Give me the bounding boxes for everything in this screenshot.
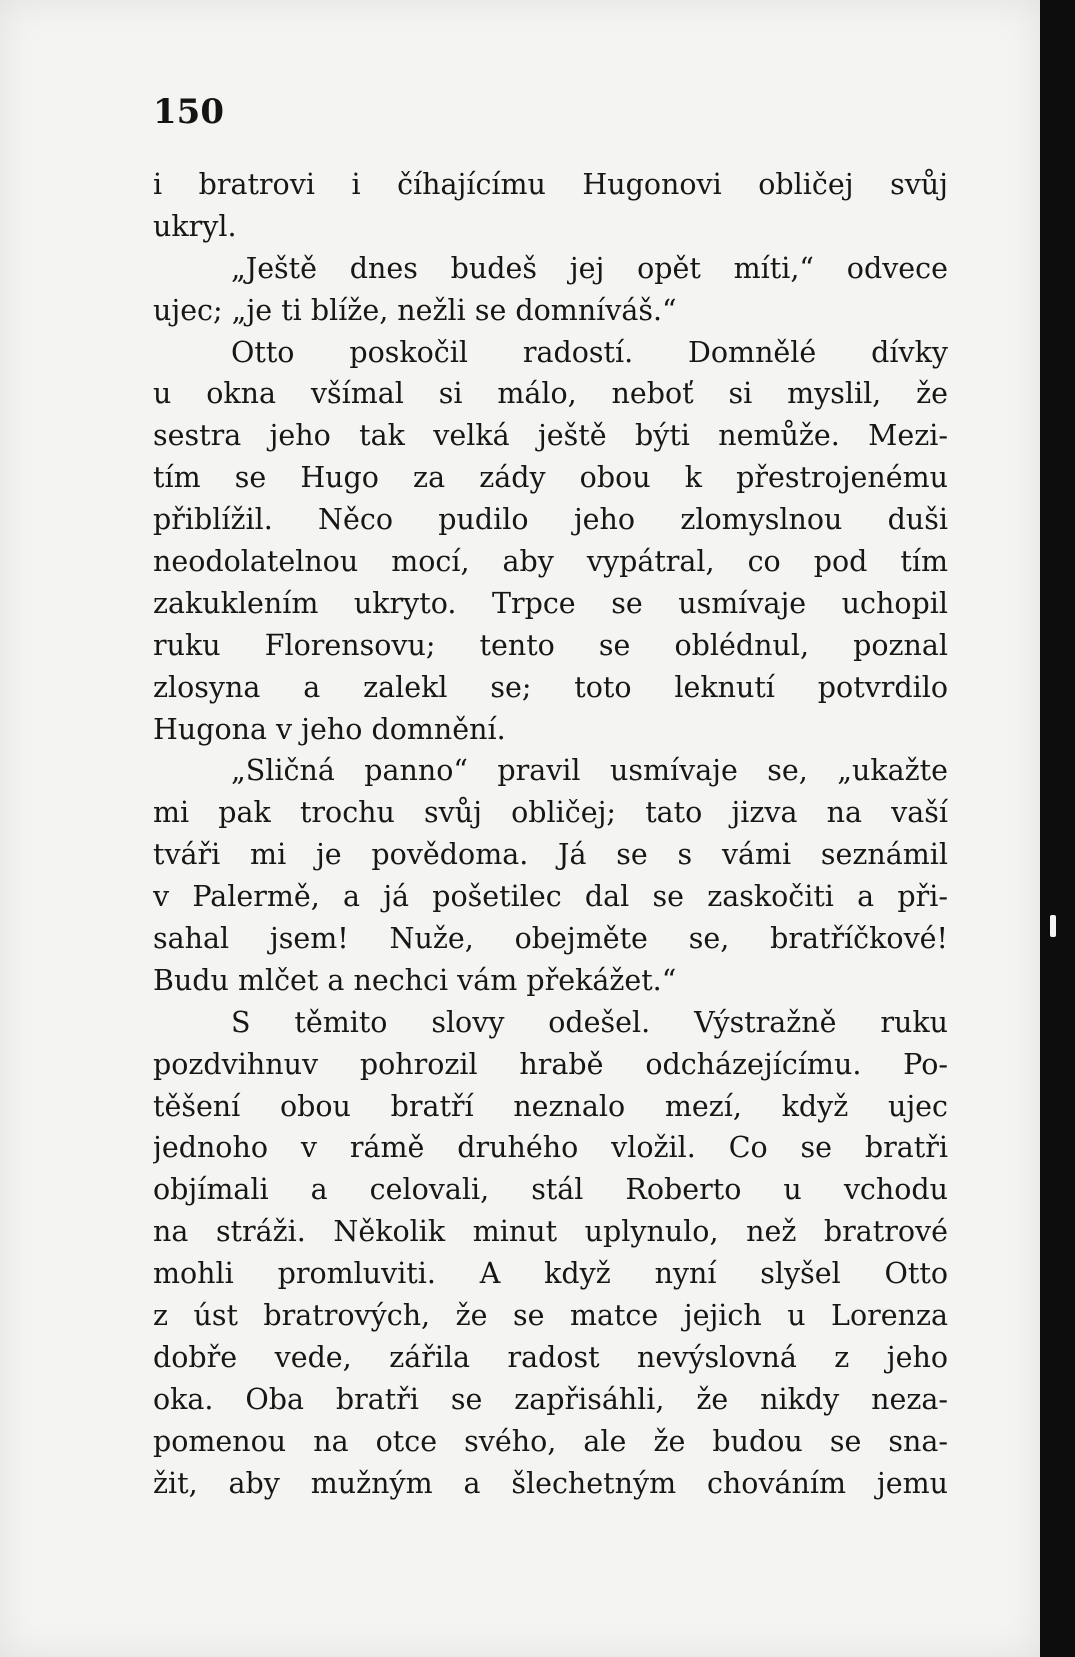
text-line: v Palermě, a já pošetilec dal se zaskočiti a při- (153, 880, 948, 914)
text-line: tváři mi je povědoma. Já se s vámi seznámil (153, 838, 948, 872)
text-line: jednoho v rámě druhého vložil. Co se bratři (153, 1131, 948, 1165)
text-line: ukryl. (153, 209, 237, 243)
page-number: 150 (153, 92, 224, 132)
text-line: Budu mlčet a nechci vám překážet.“ (153, 963, 677, 997)
text-line: z úst bratrových, že se matce jejich u Lorenza (153, 1299, 948, 1333)
text-line: na stráži. Několik minut uplynulo, než bratrové (153, 1215, 948, 1249)
text-line: mohli promluviti. A když nyní slyšel Otto (153, 1257, 948, 1291)
text-line: ruku Florensovu; tento se oblédnul, poznal (153, 628, 948, 662)
text-line: zakuklením ukryto. Trpce se usmívaje uchopil (153, 586, 948, 620)
text-line: „Sličná panno“ pravil usmívaje se, „ukažte (231, 754, 948, 788)
text-line: pomenou na otce svého, ale že budou se sna- (153, 1424, 948, 1458)
edge-mark (1050, 915, 1056, 937)
text-line: neodolatelnou mocí, aby vypátral, co pod tím (153, 545, 948, 579)
text-line: tím se Hugo za zády obou k přestrojenému (153, 461, 948, 495)
text-line: ujec; „je ti blíže, nežli se domníváš.“ (153, 293, 677, 327)
body-text (153, 164, 948, 1505)
text-line: těšení obou bratří neznalo mezí, když ujec (153, 1089, 948, 1123)
page-edge-shadow (1040, 0, 1075, 1657)
text-line: přiblížil. Něco pudilo jeho zlomyslnou duši (153, 503, 948, 537)
text-line: mi pak trochu svůj obličej; tato jizva na vaší (153, 796, 948, 830)
text-line: Otto poskočil radostí. Domnělé dívky (231, 335, 948, 369)
text-line: žit, aby mužným a šlechetným chováním jemu (153, 1466, 948, 1500)
text-line: „Ještě dnes budeš jej opět míti,“ odvece (231, 251, 948, 285)
text-line: dobře vede, zářila radost nevýslovná z jeho (153, 1340, 948, 1374)
text-line: Hugona v jeho domnění. (153, 712, 506, 746)
text-line: oka. Oba bratři se zapřisáhli, že nikdy neza- (153, 1382, 948, 1416)
text-line: sestra jeho tak velká ještě býti nemůže. Mezi- (153, 419, 948, 453)
text-line: objímali a celovali, stál Roberto u vchodu (153, 1173, 948, 1207)
text-line: pozdvihnuv pohrozil hrabě odcházejícímu. Po- (153, 1047, 948, 1081)
text-line: S těmito slovy odešel. Výstražně ruku (231, 1005, 948, 1039)
text-line: zlosyna a zalekl se; toto leknutí potvrdilo (153, 670, 948, 704)
text-line: i bratrovi i číhajícímu Hugonovi obličej svůj (153, 168, 948, 201)
text-line: sahal jsem! Nuže, obejměte se, bratříčkové! (153, 922, 948, 956)
text-line: u okna všímal si málo, neboť si myslil, že (153, 377, 948, 411)
